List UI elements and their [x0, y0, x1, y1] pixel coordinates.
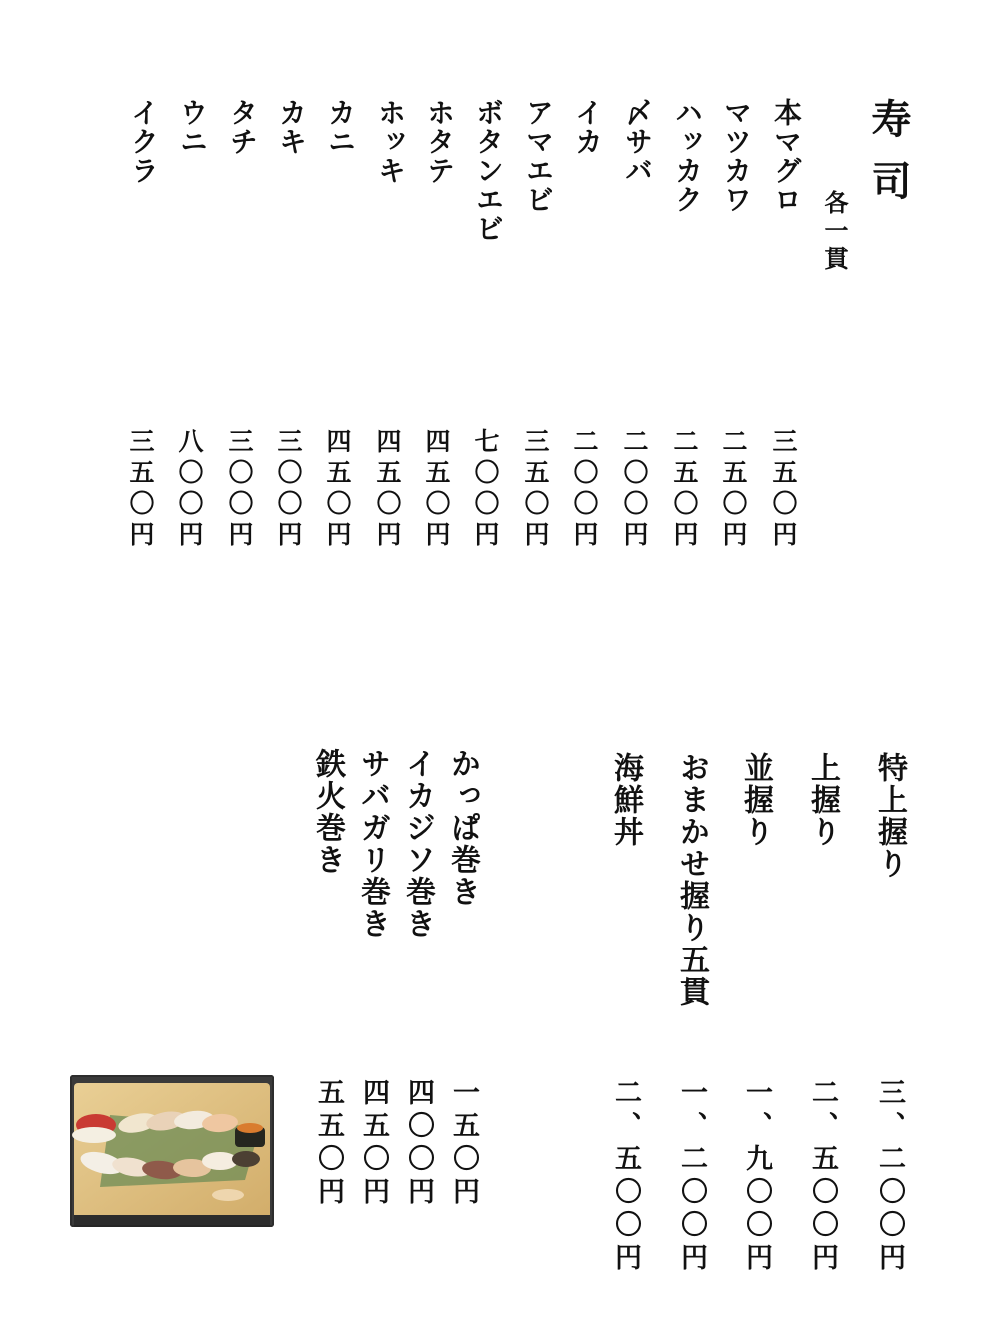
set-item-name: おまかせ握り五貫	[674, 752, 709, 1008]
sushi-item-price: 二〇〇円	[570, 428, 599, 552]
roll-item-price: 一五〇円	[448, 1078, 479, 1210]
sushi-item-name: ウニ	[176, 98, 209, 156]
sushi-item-price: 二〇〇円	[620, 428, 649, 552]
sushi-item-price: 三五〇円	[521, 428, 550, 552]
sushi-item-price: 八〇〇円	[175, 428, 204, 552]
sushi-item-price: 二五〇円	[670, 428, 699, 552]
sushi-plate-photo	[70, 1075, 274, 1227]
sushi-item-name: アマエビ	[522, 98, 555, 214]
sushi-item-name: イクラ	[127, 98, 160, 185]
sushi-item-name: ボタンエビ	[472, 98, 505, 243]
roll-item-name: かっぱ巻き	[445, 748, 480, 908]
sushi-item-price: 三五〇円	[769, 428, 798, 552]
set-item-name: 上握り	[805, 752, 840, 848]
sushi-item-price: 四五〇円	[422, 428, 451, 552]
sushi-item-name: 本マグロ	[770, 98, 803, 214]
sushi-item-name: マツカワ	[720, 98, 753, 214]
sushi-item-price: 四五〇円	[373, 428, 402, 552]
sushi-item-price: 二五〇円	[719, 428, 748, 552]
sushi-item-name: タチ	[226, 98, 259, 156]
set-item-name: 並握り	[738, 752, 773, 848]
roll-item-price: 五五〇円	[313, 1078, 344, 1210]
sushi-item-price: 三五〇円	[126, 428, 155, 552]
sushi-item-name: カニ	[324, 98, 357, 156]
sushi-item-price: 三〇〇円	[274, 428, 303, 552]
sushi-item-price: 四五〇円	[323, 428, 352, 552]
roll-item-price: 四〇〇円	[403, 1078, 434, 1210]
sushi-item-name: ホタテ	[423, 98, 456, 185]
sushi-item-name: カキ	[275, 98, 308, 156]
sushi-item-name: ハッカク	[671, 98, 704, 214]
set-item-price: 一、二〇〇円	[676, 1078, 707, 1276]
set-item-name: 海鮮丼	[608, 752, 643, 848]
roll-item-name: サバガリ巻き	[355, 748, 390, 940]
set-item-price: 二、五〇〇円	[807, 1078, 838, 1276]
sushi-item-price: 七〇〇円	[471, 428, 500, 552]
sushi-item-name: 〆サバ	[621, 98, 654, 185]
sushi-plate-illustration	[70, 1075, 274, 1227]
page-title: 寿司	[865, 98, 912, 222]
set-item-name: 特上握り	[872, 752, 907, 880]
set-item-price: 一、九〇〇円	[741, 1078, 772, 1276]
per-piece-note: 各一貫	[820, 190, 849, 274]
set-item-price: 二、五〇〇円	[610, 1078, 641, 1276]
roll-item-name: 鉄火巻き	[310, 748, 345, 876]
roll-item-name: イカジソ巻き	[400, 748, 435, 940]
sushi-item-price: 三〇〇円	[225, 428, 254, 552]
roll-item-price: 四五〇円	[358, 1078, 389, 1210]
sushi-item-name: イカ	[571, 98, 604, 156]
set-item-price: 三、二〇〇円	[874, 1078, 905, 1276]
sushi-item-name: ホッキ	[374, 98, 407, 185]
